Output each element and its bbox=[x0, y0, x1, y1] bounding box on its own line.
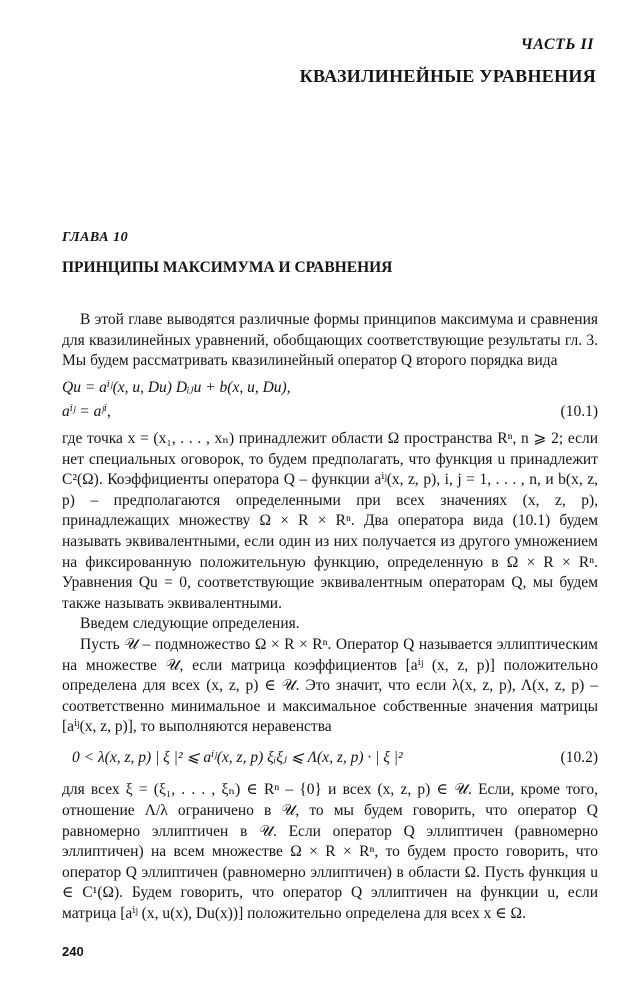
equation-inequality: 0 < λ(x, z, p) | ξ |² ⩽ aⁱʲ(x, z, p) ξᵢξⱼ ⩽ Λ(x, z, p) · | ξ |² bbox=[72, 748, 403, 766]
chapter-label: ГЛАВА 10 bbox=[62, 230, 129, 245]
paragraph-definitions: где точка x = (x₁, . . . , xₙ) принадлежит области Ω пространства Rⁿ, n ⩾ 2; если нет специальных оговорок, то будем предполагать, что функция u принадлежит C²(Ω). Коэффициенты оператора Q – функции aⁱʲ(x, z, p), i, j = 1, . . . , n, и b(x, z, p) – предполагаются определенными при всех значениях (x, z, p), принадлежащих множеству Ω × R × Rⁿ. Два оператора вида (10.1) будем называть эквивалентными, если один из них получается из другого умножением на фиксированную положительную функцию, определенную в Ω × R × Rⁿ. Уравнения Qu = 0, соответствующие эквивалентным операторам Q, мы будем также называть эквивалентными. bbox=[62, 429, 598, 612]
paragraph-introduce: Введем следующие определения. bbox=[80, 615, 300, 633]
part-title: КВАЗИЛИНЕЙНЫЕ УРАВНЕНИЯ bbox=[299, 66, 596, 86]
body-text bbox=[62, 310, 598, 925]
equation-number-10-2: (10.2) bbox=[560, 748, 598, 766]
equation-number-10-1: (10.1) bbox=[560, 403, 598, 421]
equation-symmetry: aⁱʲ = aʲⁱ, bbox=[62, 403, 111, 421]
paragraph-intro: В этой главе выводятся различные формы принципов максимума и сравнения для квазилинейных уравнений, обобщающих соответствующие результаты гл. 3. Мы будем рассматривать квазилинейный оператор Q второго порядка вида bbox=[62, 311, 598, 370]
paragraph-elliptic: Пусть 𝒰 – подмножество Ω × R × Rⁿ. Оператор Q называется эллиптическим на множестве 𝒰, если матрица коэффициентов [aⁱʲ (x, z, p)] положительно определена для всех (x, z, p) ∈ 𝒰. Это значит, что если λ(x, z, p), Λ(x, z, p) – соответственно минимальное и максимальное собственные значения матрицы [aⁱʲ(x, z, p)], то выполняются неравенства bbox=[62, 635, 598, 736]
chapter-title: ПРИНЦИПЫ МАКСИМУМА И СРАВНЕНИЯ bbox=[62, 259, 393, 276]
equation-operator-q: Qu = aⁱʲ(x, u, Du) Dᵢⱼu + b(x, u, Du), bbox=[62, 378, 291, 396]
paragraph-uniform: для всех ξ = (ξ₁, . . . , ξₙ) ∈ Rⁿ – {0} и всех (x, z, p) ∈ 𝒰. Если, кроме того, отношение Λ/λ ограничено в 𝒰, то мы будем говорить, что оператор Q равномерно эллиптичен в 𝒰. Если оператор Q эллиптичен (равномерно эллиптичен) на всем множестве Ω × R × Rⁿ, то будем просто говорить, что оператор Q эллиптичен (равномерно эллиптичен) в области Ω. Пусть функция u ∈ C¹(Ω). Будем говорить, что оператор Q эллиптичен на функции u, если матрица [aⁱʲ (x, u(x), Du(x))] положительно определена для всех x ∈ Ω. bbox=[62, 781, 598, 923]
page-number: 240 bbox=[62, 944, 84, 959]
equation-10-1-line-1 bbox=[62, 378, 598, 399]
equation-10-1-line-2 bbox=[62, 402, 598, 423]
part-label: ЧАСТЬ II bbox=[520, 36, 594, 53]
equation-10-2 bbox=[62, 748, 598, 769]
